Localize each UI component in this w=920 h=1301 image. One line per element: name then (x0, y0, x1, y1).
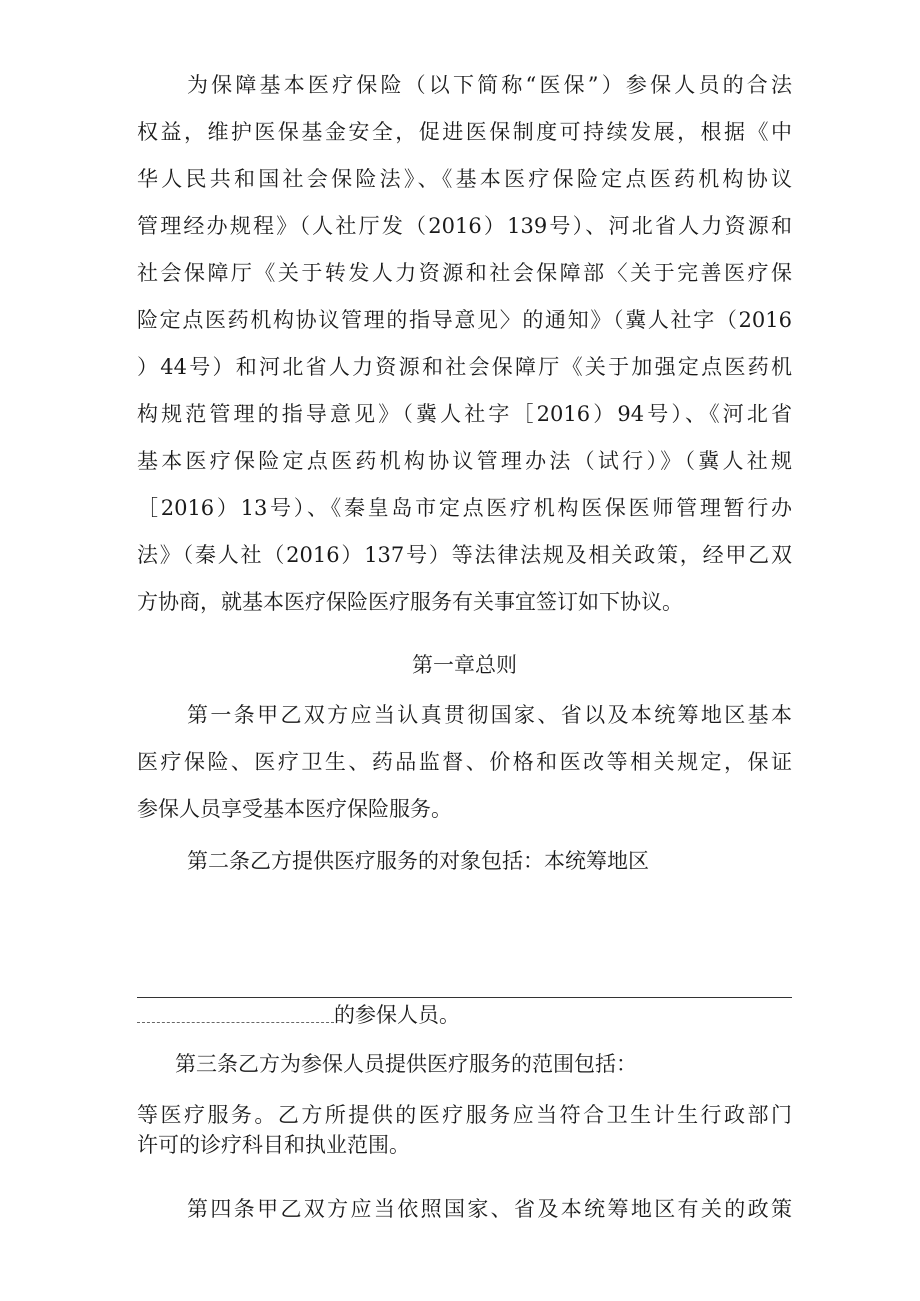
preamble-line-10: ［2016）13号）、《秦皇岛市定点医疗机构医保医师管理暂行办 (137, 496, 792, 520)
preamble-line-6: 险定点医药机构协议管理的指导意见〉的通知》（冀人社字（2016 (137, 308, 792, 332)
preamble-line-9: 基本医疗保险定点医药机构协议管理办法（试行）》（冀人社规 (137, 449, 792, 473)
article2-tail: 的参保人员。 (334, 1003, 460, 1027)
article1-line-1: 第一条甲乙双方应当认真贯彻国家、省以及本统筹地区基本 (187, 703, 792, 727)
article3-line: 第三条乙方为参保人员提供医疗服务的范围包括： (175, 1052, 637, 1076)
preamble-line-2: 权益，维护医保基金安全，促进医保制度可持续发展，根据《中 (137, 120, 792, 144)
preamble-line-7: ）44号）和河北省人力资源和社会保障厅《关于加强定点医药机 (137, 355, 792, 379)
preamble-line-5: 社会保障厅《关于转发人力资源和社会保障部〈关于完善医疗保 (137, 261, 792, 285)
preamble-line-8: 构规范管理的指导意见》（冀人社字［2016）94号）、《河北省 (137, 402, 792, 426)
article3-cont-line-2: 许可的诊疗科目和执业范围。 (137, 1133, 410, 1157)
preamble-line-1: 为保障基本医疗保险（以下简称“医保”）参保人员的合法 (187, 73, 792, 97)
article1-line-3: 参保人员享受基本医疗保险服务。 (137, 797, 452, 821)
article1-line-2: 医疗保险、医疗卫生、药品监督、价格和医改等相关规定，保证 (137, 750, 792, 774)
preamble-line-11: 法》（秦人社（2016）137号）等法律法规及相关政策，经甲乙双 (137, 543, 792, 567)
chapter-title: 第一章总则 (412, 653, 517, 677)
article3-cont-line-1: 等医疗服务。乙方所提供的医疗服务应当符合卫生计生行政部门 (137, 1103, 792, 1127)
fill-in-rule (137, 997, 792, 998)
preamble-line-3: 华人民共和国社会保险法》、《基本医疗保险定点医药机构协议 (137, 167, 792, 191)
preamble-line-4: 管理经办规程》（人社厅发（2016）139号）、河北省人力资源和 (137, 214, 792, 238)
article4-line: 第四条甲乙双方应当依照国家、省及本统筹地区有关的政策 (187, 1197, 792, 1221)
fill-in-blank (137, 1022, 334, 1023)
preamble-line-12: 方协商，就基本医疗保险医疗服务有关事宜签订如下协议。 (137, 590, 683, 614)
article2-line: 第二条乙方提供医疗服务的对象包括：本统筹地区 (187, 849, 649, 873)
